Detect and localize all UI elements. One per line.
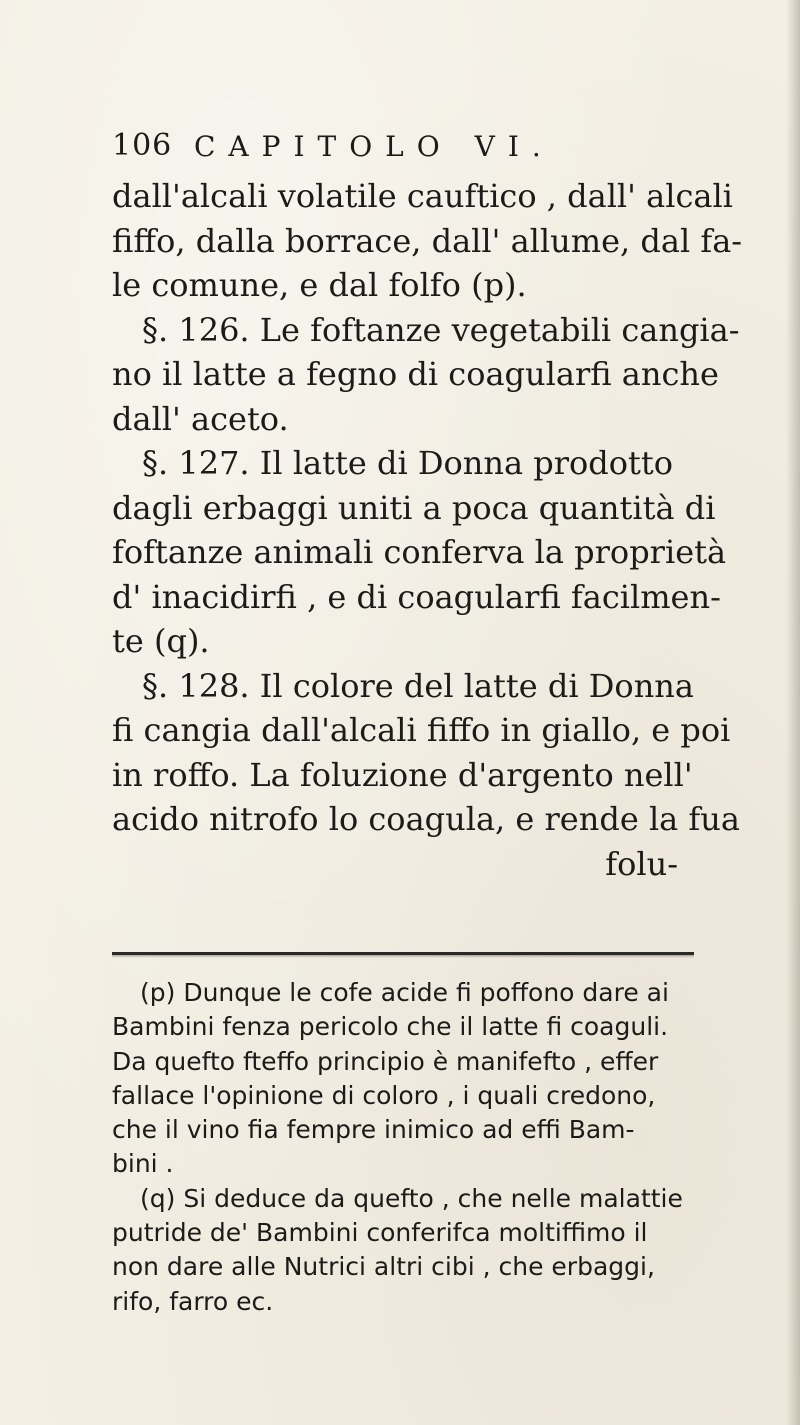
catchword: folu- [605, 844, 678, 883]
footnote-q-start: (q) Si deduce da quefto , che nelle malattie [140, 1183, 683, 1213]
footnote-line: non dare alle Nutrici altri cibi , che erbaggi, [112, 1252, 655, 1282]
footnote-divider [112, 952, 694, 958]
paragraph-127-start: §. 127. Il latte di Donna prodotto [142, 444, 674, 482]
text-line: acido nitrofo lo coagula, e rende la fua [112, 800, 740, 838]
text-line: in roffo. La foluzione d'argento nell' [112, 755, 693, 794]
page-number: 106 [112, 128, 173, 163]
page-header [112, 128, 672, 172]
text-line: te (q). [112, 622, 210, 660]
text-line: foftanze animali conferva la proprietà [112, 533, 727, 571]
footnotes [112, 976, 684, 1319]
text-line: le comune, e dal folfo (p). [112, 266, 527, 304]
footnote-line: bini . [112, 1149, 174, 1179]
text-line: dagli erbaggi uniti a poca quantità di [112, 488, 716, 527]
footnote-p-start: (p) Dunque le cofe acide fi poffono dare ai [140, 978, 669, 1007]
text-line: fi cangia dall'alcali fiffo in giallo, e poi [112, 711, 731, 749]
text-line: dall'alcali volatile cauftico , dall' alcali [112, 177, 733, 215]
paragraph-128-start: §. 128. Il colore del latte di Donna [142, 666, 694, 705]
page-edge-shadow [786, 0, 800, 1425]
text-line: no il latte a fegno di coagularfi anche [112, 355, 719, 393]
text-line: d' inacidirfi , e di coagularfi facilmen- [112, 577, 721, 616]
footnote-line: rifo, farro ec. [112, 1286, 274, 1316]
main-text [112, 174, 743, 886]
chapter-title: CAPITOLO VI. [194, 130, 554, 163]
text-line: fiffo, dalla borrace, dall' allume, dal fa- [112, 221, 743, 260]
text-line: dall' aceto. [112, 399, 289, 438]
footnote-line: Da quefto fteffo principio è manifefto , effer [112, 1046, 659, 1076]
footnote-line: che il vino fia fempre inimico ad effi Bam- [112, 1115, 635, 1145]
footnote-line: fallace l'opinione di coloro , i quali credono, [112, 1080, 656, 1110]
footnote-line: putride de' Bambini conferifca moltiffimo il [112, 1218, 648, 1248]
paragraph-126-start: §. 126. Le foftanze vegetabili cangia- [142, 310, 740, 349]
footnote-line: Bambini fenza pericolo che il latte fi coaguli. [112, 1012, 669, 1042]
